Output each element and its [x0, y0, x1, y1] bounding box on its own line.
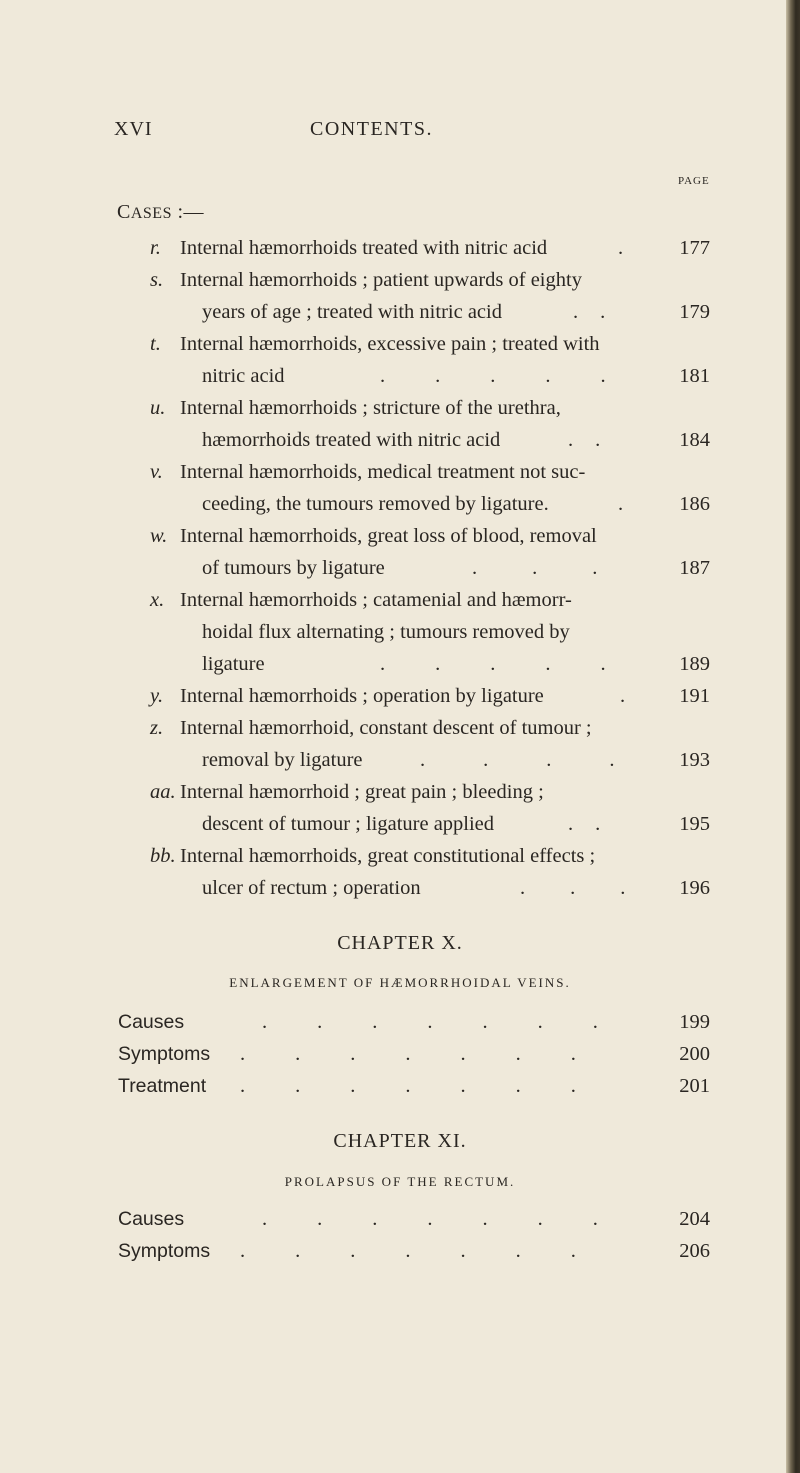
- case-page: 195: [679, 813, 710, 835]
- case-page: 191: [679, 685, 710, 707]
- case-title-line: Internal hæmorrhoids, great constitutional effects ;: [180, 845, 596, 867]
- leader-dots: .......: [240, 1075, 626, 1097]
- case-page: 187: [679, 557, 710, 579]
- leader-dots: .......: [262, 1208, 648, 1230]
- case-page: 181: [679, 365, 710, 387]
- case-page: 177: [679, 237, 710, 259]
- page-column-label: PAGE: [678, 175, 710, 187]
- case-letter: aa.: [150, 781, 176, 803]
- leader-dots: ..: [573, 301, 628, 323]
- case-title-line: Internal hæmorrhoid, constant descent of tumour ;: [180, 717, 592, 739]
- case-page: 196: [679, 877, 710, 899]
- case-title-line: Internal hæmorrhoids ; catamenial and hæmorr-: [180, 589, 572, 611]
- case-letter: bb.: [150, 845, 176, 867]
- section-page: 204: [679, 1208, 710, 1230]
- case-letter: y.: [150, 685, 164, 707]
- case-title-line: Internal hæmorrhoids treated with nitric acid: [180, 237, 548, 259]
- section-label: Symptoms: [118, 1043, 211, 1065]
- case-letter: v.: [150, 461, 163, 483]
- case-title-line: Internal hæmorrhoids ; patient upwards of eighty: [180, 269, 582, 291]
- chapter-x-section-causes: [0, 1006, 800, 1038]
- case-title-line: Internal hæmorrhoids, excessive pain ; treated with: [180, 333, 600, 355]
- leader-dots: .: [618, 237, 624, 259]
- case-title-line: Internal hæmorrhoids, medical treatment not suc-: [180, 461, 586, 483]
- leader-dots: ..: [568, 813, 623, 835]
- chapter-x-title: CHAPTER X.: [337, 932, 463, 954]
- running-title: CONTENTS.: [310, 118, 433, 140]
- section-label: Causes: [118, 1208, 185, 1230]
- case-title-line: descent of tumour ; ligature applied: [202, 813, 495, 835]
- chapter-xi-title: CHAPTER XI.: [333, 1130, 467, 1152]
- leader-dots: ...: [472, 557, 653, 579]
- section-page: 200: [679, 1043, 710, 1065]
- chapter-x-section-symptoms: [0, 1038, 800, 1070]
- chapter-x-section-treatment: [0, 1070, 800, 1102]
- section-page: 206: [679, 1240, 710, 1262]
- leader-dots: .....: [380, 653, 656, 675]
- case-letter: u.: [150, 397, 166, 419]
- cases-heading: [117, 201, 204, 224]
- leader-dots: ...: [520, 877, 671, 899]
- case-letter: t.: [150, 333, 161, 355]
- leader-dots: ....: [420, 749, 673, 771]
- leader-dots: .: [618, 493, 624, 515]
- case-title-line: Internal hæmorrhoids ; stricture of the urethra,: [180, 397, 561, 419]
- case-title-line: of tumours by ligature: [202, 557, 385, 579]
- case-title-line: hæmorrhoids treated with nitric acid: [202, 429, 501, 451]
- page-folio: XVI: [114, 118, 153, 140]
- case-letter: w.: [150, 525, 168, 547]
- leader-dots: .: [620, 685, 626, 707]
- case-page: 193: [679, 749, 710, 771]
- case-page: 184: [679, 429, 710, 451]
- cases-heading-initial: C: [117, 201, 131, 223]
- case-letter: z.: [150, 717, 164, 739]
- case-page: 179: [679, 301, 710, 323]
- section-page: 199: [679, 1011, 710, 1033]
- leader-dots: .......: [262, 1011, 648, 1033]
- section-label: Symptoms: [118, 1240, 211, 1262]
- case-title-line: nitric acid: [202, 365, 285, 387]
- case-title-line: Internal hæmorrhoids, great loss of blood, removal: [180, 525, 597, 547]
- leader-dots: .......: [240, 1240, 626, 1262]
- case-title-line: Internal hæmorrhoids ; operation by ligature: [180, 685, 544, 707]
- case-page: 186: [679, 493, 710, 515]
- section-page: 201: [679, 1075, 710, 1097]
- case-title-line: ceeding, the tumours removed by ligature.: [202, 493, 549, 515]
- chapter-xi-section-causes: [0, 1203, 800, 1235]
- case-title-line: ulcer of rectum ; operation: [202, 877, 421, 899]
- case-title-line: ligature: [202, 653, 265, 675]
- section-label: Treatment: [118, 1075, 207, 1097]
- chapter-x-subtitle: ENLARGEMENT OF HÆMORRHOIDAL VEINS.: [229, 975, 571, 990]
- case-letter: s.: [150, 269, 164, 291]
- chapter-xi-section-symptoms: [0, 1235, 800, 1267]
- leader-dots: ..: [568, 429, 623, 451]
- case-letter: x.: [150, 589, 165, 611]
- cases-heading-suffix: :—: [171, 201, 205, 223]
- case-title-line: removal by ligature: [202, 749, 363, 771]
- leader-dots: .....: [380, 365, 656, 387]
- case-letter: r.: [150, 237, 161, 259]
- case-title-line: Internal hæmorrhoid ; great pain ; bleeding ;: [180, 781, 544, 803]
- section-label: Causes: [118, 1011, 185, 1033]
- cases-heading-rest: ASES: [130, 205, 172, 222]
- case-title-line: years of age ; treated with nitric acid: [202, 301, 502, 323]
- leader-dots: .......: [240, 1043, 626, 1065]
- chapter-xi-subtitle: PROLAPSUS OF THE RECTUM.: [284, 1174, 516, 1189]
- case-page: 189: [679, 653, 710, 675]
- case-title-line: hoidal flux alternating ; tumours removed by: [202, 621, 570, 643]
